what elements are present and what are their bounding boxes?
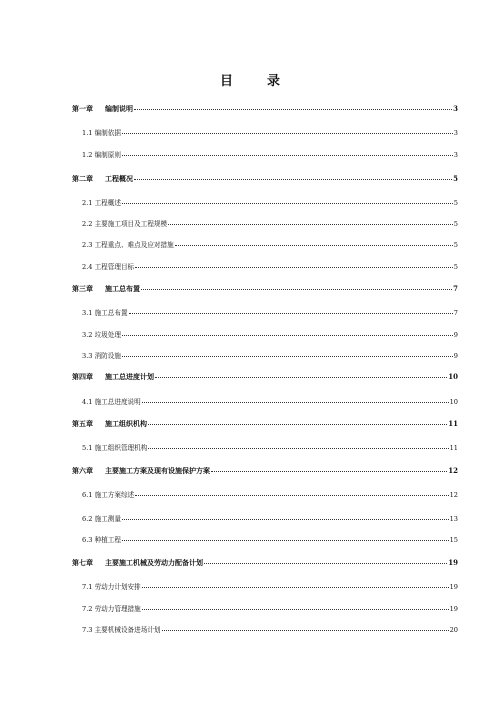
- toc-entry-text: 2.4 工程管理目标: [82, 263, 135, 271]
- toc-section-entry[interactable]: [72, 149, 458, 159]
- toc-entry-text: 7.2 劳动力管理措施: [82, 605, 141, 613]
- toc-entry-text: 6.3 种植工程: [82, 536, 121, 544]
- toc-chapter-entry[interactable]: [72, 284, 458, 294]
- chapter-number: 第一章: [72, 104, 93, 113]
- toc-section-entry[interactable]: [72, 261, 458, 271]
- toc-section-entry[interactable]: [72, 581, 458, 591]
- toc-page-number: 11: [449, 444, 458, 452]
- toc-title-part2: 录: [267, 74, 281, 89]
- toc-entry-text: 4.1 施工总进度说明: [82, 398, 141, 406]
- toc-entry-text: 7.1 劳动力计划安排: [82, 583, 141, 591]
- toc-entry-text: 3.2 垃圾处理: [82, 331, 121, 339]
- toc-page-number: 7: [453, 309, 458, 317]
- toc-page-number: 5: [453, 220, 458, 228]
- toc-entry-label: [82, 624, 161, 634]
- toc-chapter-entry[interactable]: [72, 104, 458, 114]
- toc-section-entry[interactable]: [72, 442, 458, 452]
- toc-page-number: 10: [448, 372, 458, 381]
- toc-entry-text: 1.1 编制依据: [82, 129, 121, 137]
- dot-leader: [168, 224, 453, 225]
- toc-entry-label: [72, 558, 203, 568]
- toc-page-number: 19: [449, 583, 458, 591]
- toc-entry-text: 工程概况: [105, 174, 133, 183]
- toc-entry-text: 7.3 主要机械设备进场计划: [82, 626, 161, 634]
- toc-entry-label: [82, 197, 121, 207]
- toc-chapter-entry[interactable]: [72, 372, 458, 382]
- dot-leader: [134, 109, 452, 110]
- toc-entry-label: [82, 513, 121, 523]
- chapter-number: 第三章: [72, 284, 93, 293]
- toc-page-number: 19: [448, 558, 458, 567]
- toc-page-number: 9: [453, 331, 458, 339]
- toc-page-number: 5: [453, 263, 458, 271]
- toc-section-entry[interactable]: [72, 218, 458, 228]
- toc-section-entry[interactable]: [72, 127, 458, 137]
- toc-entry-text: 6.1 施工方案综述: [82, 491, 135, 499]
- toc-entry-text: 施工组织机构: [105, 419, 147, 428]
- toc-section-entry[interactable]: [72, 513, 458, 523]
- toc-entry-label: [72, 104, 133, 114]
- dot-leader: [155, 377, 447, 378]
- toc-entry-text: 3.3 消防设施: [82, 352, 121, 360]
- toc-page-number: 15: [449, 536, 458, 544]
- toc-page-number: 5: [453, 174, 458, 183]
- dot-leader: [122, 356, 453, 357]
- dot-leader: [122, 540, 449, 541]
- toc-section-entry[interactable]: [72, 307, 458, 317]
- toc-entry-label: [82, 218, 167, 228]
- toc-page-number: 3: [453, 151, 458, 159]
- toc-page-number: 5: [453, 241, 458, 249]
- toc-entry-label: [82, 261, 134, 271]
- toc-entry-label: [82, 350, 121, 360]
- toc-entry-label: [82, 149, 121, 159]
- dot-leader: [122, 133, 453, 134]
- toc-page-number: 7: [453, 284, 458, 293]
- toc-title-part1: 目: [219, 74, 233, 89]
- dot-leader: [175, 245, 453, 246]
- toc-entry-label: [72, 419, 147, 429]
- dot-leader: [134, 179, 452, 180]
- toc-entry-label: [82, 239, 174, 249]
- chapter-number: 第六章: [72, 466, 93, 475]
- dot-leader: [142, 609, 449, 610]
- dot-leader: [122, 519, 449, 520]
- toc-entry-label: [72, 466, 210, 476]
- toc-chapter-entry[interactable]: [72, 419, 458, 429]
- toc-section-entry[interactable]: [72, 603, 458, 613]
- chapter-number: 第七章: [72, 558, 93, 567]
- dot-leader: [211, 471, 447, 472]
- toc-page-number: 11: [448, 419, 458, 428]
- toc-entry-label: [82, 489, 134, 499]
- toc-entry-text: 施工总布置: [105, 284, 140, 293]
- toc-entry-text: 2.2 主要施工项目及工程规模: [82, 220, 168, 228]
- dot-leader: [162, 630, 449, 631]
- toc-page-number: 12: [449, 491, 458, 499]
- chapter-number: 第二章: [72, 174, 93, 183]
- toc-entry-label: [82, 534, 121, 544]
- toc-entry-label: [82, 603, 141, 613]
- toc-entry-text: 5.1 施工组织管理机构: [82, 444, 148, 452]
- dot-leader: [129, 313, 453, 314]
- toc-section-entry[interactable]: [72, 239, 458, 249]
- toc-entry-text: 3.1 施工总布置: [82, 309, 128, 317]
- toc-page-number: 3: [453, 104, 458, 113]
- toc-entry-text: 主要施工方案及现有设施保护方案: [105, 466, 210, 475]
- dot-leader: [141, 289, 452, 290]
- toc-page-number: 9: [453, 352, 458, 360]
- toc-section-entry[interactable]: [72, 489, 458, 499]
- dot-leader: [122, 155, 453, 156]
- dot-leader: [142, 402, 449, 403]
- toc-entry-label: [72, 284, 140, 294]
- toc-entry-label: [82, 127, 121, 137]
- toc-chapter-entry[interactable]: [72, 174, 458, 184]
- toc-page-number: 13: [449, 515, 458, 523]
- dot-leader: [148, 424, 447, 425]
- chapter-number: 第四章: [72, 372, 93, 381]
- toc-entry-text: 2.3 工程重点、难点及应对措施: [82, 241, 174, 249]
- toc-section-entry[interactable]: [72, 197, 458, 207]
- toc-chapter-entry[interactable]: [72, 558, 458, 568]
- toc-chapter-entry[interactable]: [72, 466, 458, 476]
- toc-entry-text: 1.2 编制原则: [82, 151, 121, 159]
- toc-page-number: 3: [453, 129, 458, 137]
- toc-entry-label: [82, 329, 121, 339]
- toc-section-entry[interactable]: [72, 534, 458, 544]
- toc-entry-text: 施工总进度计划: [105, 372, 154, 381]
- toc-title: [0, 70, 500, 89]
- toc-section-entry[interactable]: [72, 350, 458, 360]
- dot-leader: [142, 587, 449, 588]
- toc-entry-text: 编制说明: [105, 104, 133, 113]
- toc-entry-label: [82, 442, 147, 452]
- toc-page-number: 12: [448, 466, 458, 475]
- dot-leader: [135, 267, 453, 268]
- dot-leader: [122, 203, 453, 204]
- toc-page-number: 10: [449, 398, 458, 406]
- dot-leader: [135, 495, 448, 496]
- toc-page-number: 19: [449, 605, 458, 613]
- dot-leader: [204, 563, 447, 564]
- toc-entry-label: [72, 372, 154, 382]
- dot-leader: [148, 448, 448, 449]
- toc-entry-label: [82, 396, 141, 406]
- toc-section-entry[interactable]: [72, 329, 458, 339]
- toc-entry-text: 6.2 施工测量: [82, 515, 121, 523]
- toc-entry-label: [72, 174, 133, 184]
- toc-section-entry[interactable]: [72, 624, 458, 634]
- toc-entry-text: 2.1 工程概述: [82, 199, 121, 207]
- toc-page-number: 20: [449, 626, 458, 634]
- chapter-number: 第五章: [72, 419, 93, 428]
- toc-page-number: 5: [453, 199, 458, 207]
- toc-entry-label: [82, 307, 128, 317]
- toc-entry-text: 主要施工机械及劳动力配备计划: [105, 558, 203, 567]
- dot-leader: [122, 335, 453, 336]
- toc-section-entry[interactable]: [72, 396, 458, 406]
- toc-entry-label: [82, 581, 141, 591]
